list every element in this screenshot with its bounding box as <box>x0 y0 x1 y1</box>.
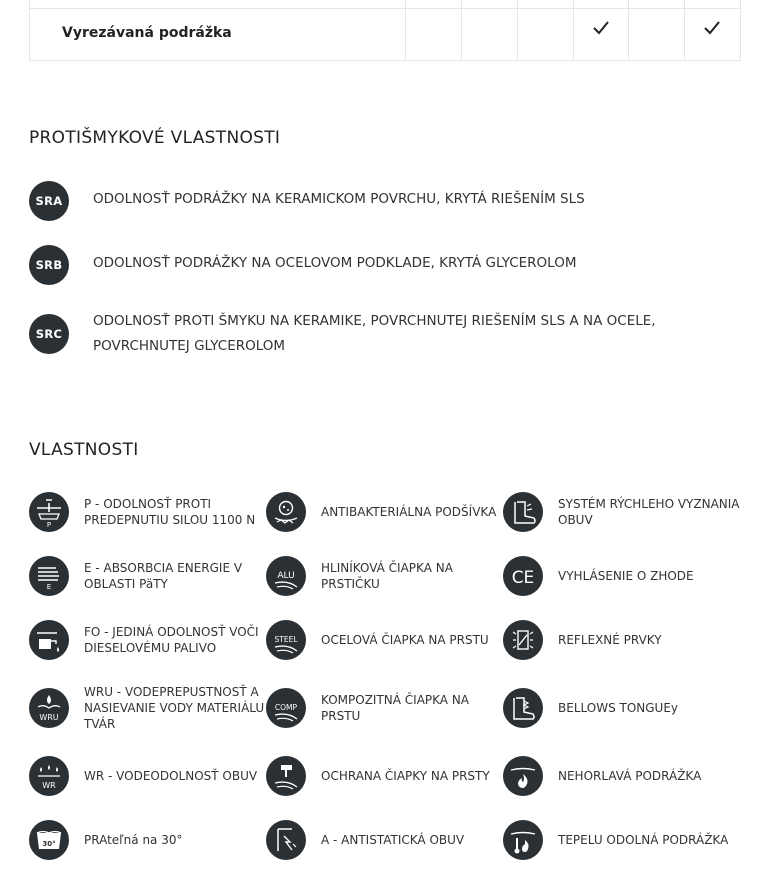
toe-protection-icon <box>266 756 306 796</box>
svg-text:CE: CE <box>511 568 535 588</box>
property-label: WRU - VODEPREPUSTNOSŤ A NASIEVANIE VODY MATERIÁLU TVÁR <box>84 685 265 731</box>
property-item <box>266 492 502 536</box>
property-label: OCHRANA ČIAPKY NA PRSTY <box>321 769 490 783</box>
antislip-section-title: PROTIŠMYKOVÉ VLASTNOSTI <box>29 128 281 148</box>
bellows-tongue-icon <box>503 688 543 728</box>
property-label: P - ODOLNOSŤ PROTI PREDEPNUTIU SILOU 1100 N <box>84 497 256 527</box>
property-item <box>503 756 739 800</box>
property-label: SYSTÉM RÝCHLEHO VYZNANIA OBUV <box>558 497 740 527</box>
svg-text:ALU: ALU <box>277 571 295 581</box>
ce-mark-icon <box>503 556 543 596</box>
property-label: FO - JEDINÁ ODOLNOSŤ VOČI DIESELOVÉMU PALIVO <box>84 625 259 655</box>
table-divider <box>30 8 740 9</box>
property-item <box>266 756 502 800</box>
checkmark-icon <box>702 19 722 37</box>
svg-text:COMP: COMP <box>274 703 298 712</box>
property-label: HLINÍKOVÁ ČIAPKA NA PRSTIČKU <box>321 561 453 591</box>
steel-toecap-icon <box>266 620 306 660</box>
property-label: VYHLÁSENIE O ZHODE <box>558 569 694 583</box>
svg-text:STEEL: STEEL <box>274 635 298 644</box>
property-label: TEPELU ODOLNÁ PODRÁŽKA <box>558 833 729 847</box>
property-item <box>29 556 265 600</box>
aluminium-toecap-icon <box>266 556 306 596</box>
svg-text:E: E <box>46 583 52 591</box>
checkmark-icon <box>591 19 611 37</box>
property-label: A - ANTISTATICKÁ OBUV <box>321 833 465 847</box>
table-column-divider <box>684 0 685 60</box>
property-item <box>266 688 502 732</box>
property-label: REFLEXNÉ PRVKY <box>558 633 662 647</box>
property-label: NEHORLAVÁ PODRÁŽKA <box>558 769 702 783</box>
property-item <box>266 820 502 864</box>
properties-section-title: VLASTNOSTI <box>29 440 139 460</box>
penetration-icon <box>29 492 69 532</box>
property-item <box>503 556 739 600</box>
antibacterial-icon <box>266 492 306 532</box>
property-item <box>29 620 265 664</box>
antislip-item-text: ODOLNOSŤ PROTI ŠMYKU NA KERAMIKE, POVRCHNUTEJ RIEŠENÍM SLS A NA OCELE, POVRCHNUTEJ GLYCEROLOM <box>93 313 656 354</box>
property-item <box>503 620 739 664</box>
property-item <box>503 820 739 864</box>
table-column-divider <box>517 0 518 60</box>
fuel-oil-icon <box>29 620 69 660</box>
water-resistant-icon <box>29 756 69 796</box>
feature-table <box>29 0 741 61</box>
washable-30-icon <box>29 820 69 860</box>
water-resistant-upper-icon <box>29 688 69 728</box>
svg-text:WR: WR <box>42 781 56 790</box>
table-column-divider <box>461 0 462 60</box>
antislip-item-text: ODOLNOSŤ PODRÁŽKY NA OCELOVOM PODKLADE, KRYTÁ GLYCEROLOM <box>93 255 577 271</box>
property-item <box>266 620 502 664</box>
property-label: OCELOVÁ ČIAPKA NA PRSTU <box>321 633 489 647</box>
flame-sole-icon <box>503 756 543 796</box>
property-item <box>503 492 739 536</box>
property-item <box>29 756 265 800</box>
sra-badge-icon: SRA <box>29 181 69 221</box>
svg-text:P: P <box>46 521 52 529</box>
heat-resistant-sole-icon <box>503 820 543 860</box>
src-badge-icon: SRC <box>29 314 69 354</box>
quick-release-icon <box>503 492 543 532</box>
reflective-icon <box>503 620 543 660</box>
property-label: E - ABSORBCIA ENERGIE V OBLASTI PäTY <box>84 561 243 591</box>
property-item <box>266 556 502 600</box>
energy-absorption-icon <box>29 556 69 596</box>
antislip-item-text: ODOLNOSŤ PODRÁŽKY NA KERAMICKOM POVRCHU, KRYTÁ RIEŠENÍM SLS <box>93 191 585 207</box>
svg-text:WRU: WRU <box>39 713 59 722</box>
property-label: WR - VODEODOLNOSŤ OBUV <box>84 769 258 783</box>
table-column-divider <box>405 0 406 60</box>
composite-toecap-icon <box>266 688 306 728</box>
property-item <box>29 820 265 864</box>
antistatic-icon <box>266 820 306 860</box>
property-label: BELLOWS TONGUEy <box>558 701 679 715</box>
table-column-divider <box>573 0 574 60</box>
srb-badge-icon: SRB <box>29 245 69 285</box>
property-item <box>29 492 265 536</box>
table-row-label: Vyrezávaná podrážka <box>62 25 232 41</box>
property-item <box>29 685 265 732</box>
property-label: PRAteľná na 30° <box>84 833 183 847</box>
property-label: ANTIBAKTERIÁLNA PODŠÍVKA <box>321 505 497 519</box>
property-item <box>503 688 739 732</box>
svg-text:30°: 30° <box>42 840 56 848</box>
property-label: KOMPOZITNÁ ČIAPKA NA PRSTU <box>321 693 470 723</box>
table-column-divider <box>628 0 629 60</box>
